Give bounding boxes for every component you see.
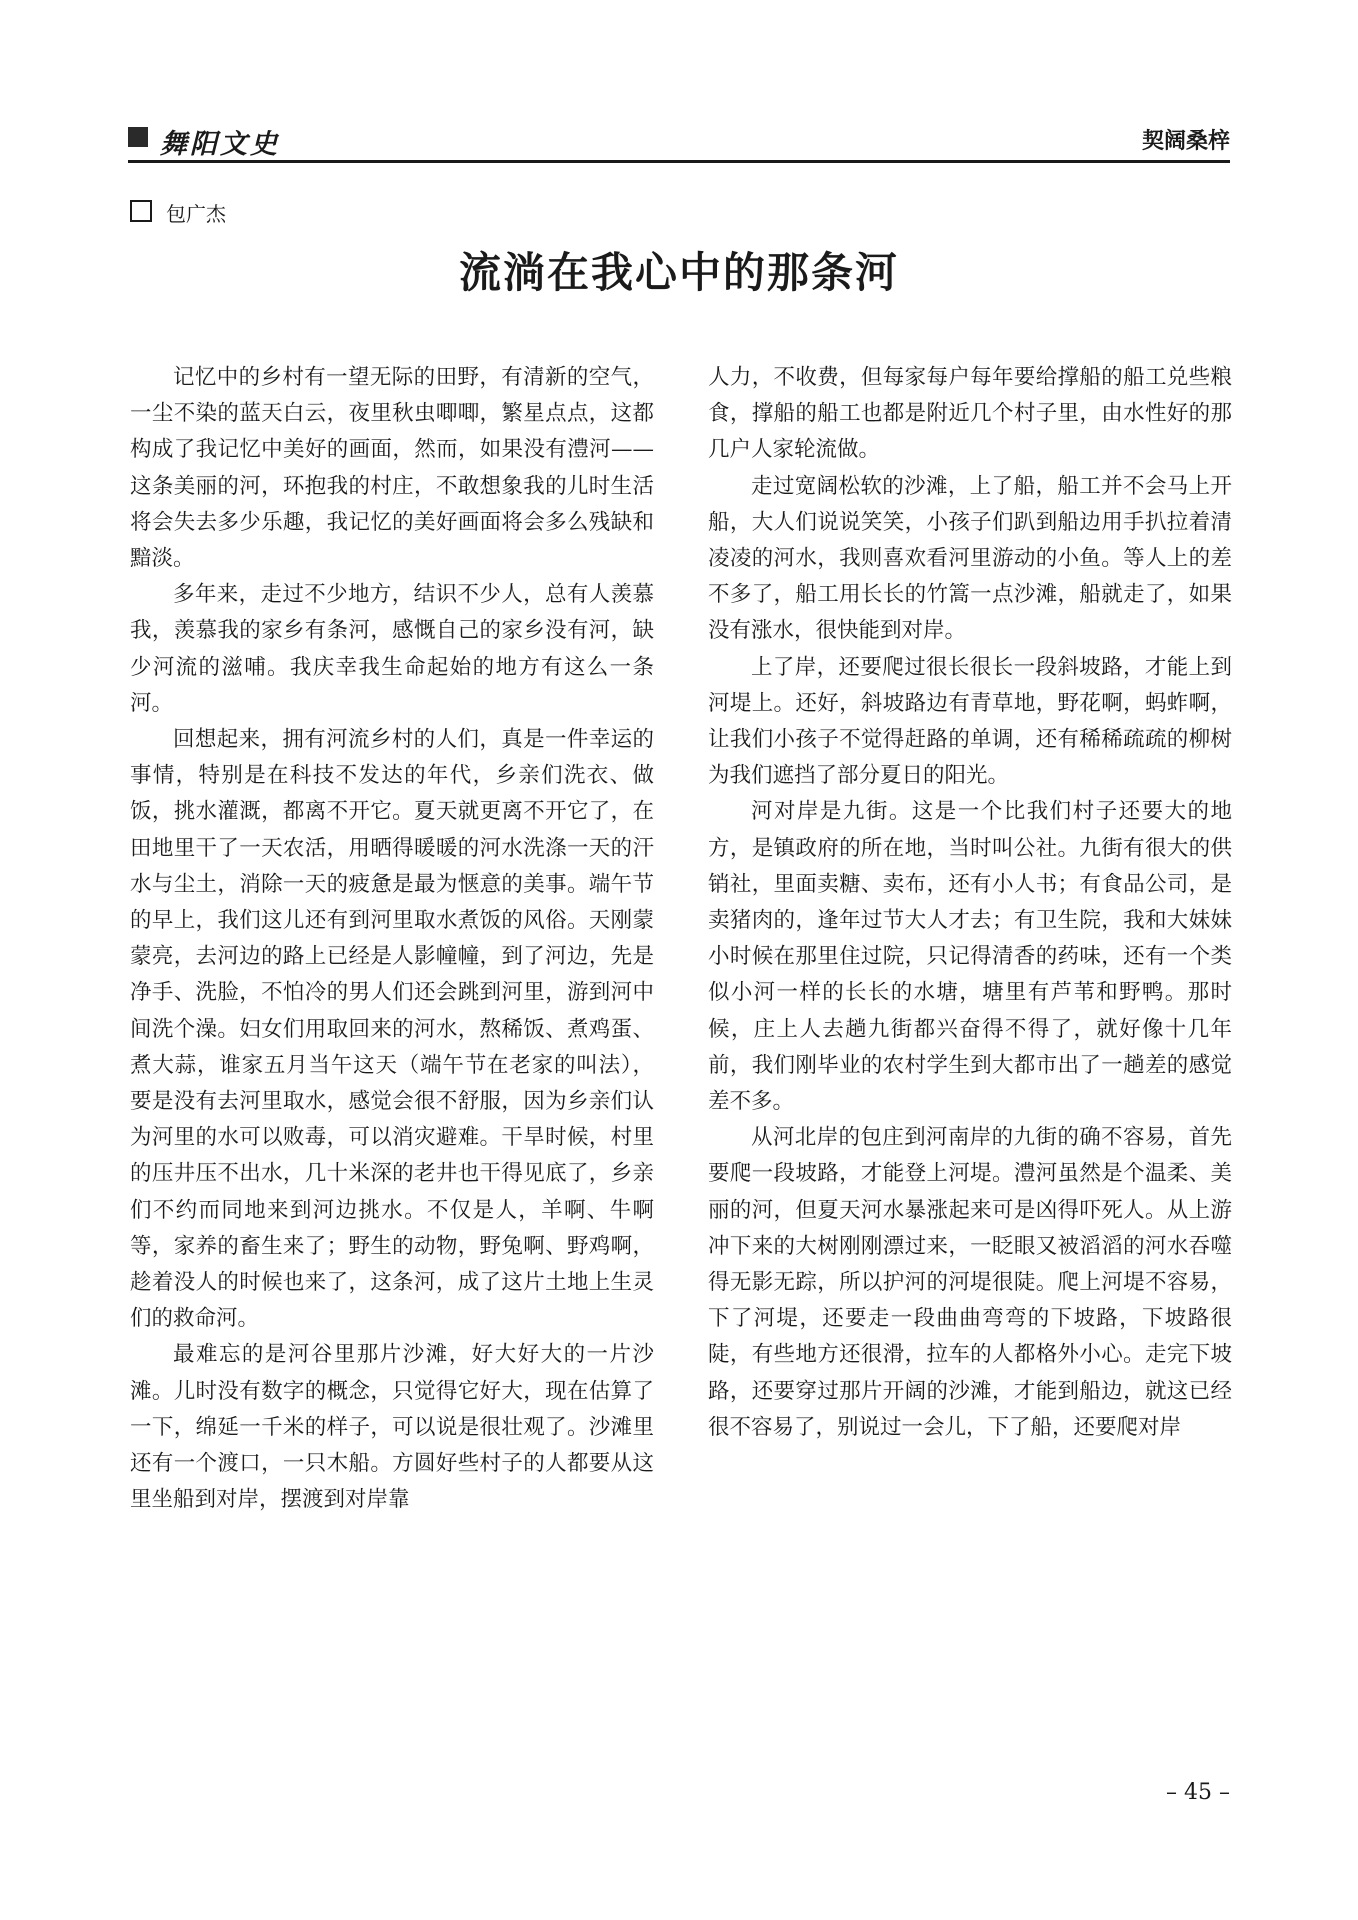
journal-title: 舞阳文史	[160, 129, 280, 160]
article-title: 流淌在我心中的那条河	[458, 248, 899, 297]
section-title: 契阔桑梓	[1141, 129, 1230, 154]
left-column	[130, 360, 654, 1519]
paragraph: 记忆中的乡村有一望无际的田野，有清新的空气，一尘不染的蓝天白云，夜里秋虫唧唧，繁星点点，这都构成了我记忆中美好的画面，然而，如果没有澧河——这条美丽的河，环抱我的村庄，不敢想象我的儿时生活将会失去多少乐趣，我记忆的美好画面将会多么残缺和黯淡。	[130, 365, 654, 572]
author-name: 包广杰	[166, 202, 226, 226]
right-column	[708, 360, 1232, 1446]
paragraph: 从河北岸的包庄到河南岸的九街的确不容易，首先要爬一段坡路，才能登上河堤。澧河虽然是个温柔、美丽的河，但夏天河水暴涨起来可是凶得吓死人。从上游冲下来的大树刚刚漂过来，一眨眼又被滔滔的河水吞噬得无影无踪，所以护河的河堤很陡。爬上河堤不容易，下了河堤，还要走一段曲曲弯弯的下坡路，下坡路很陡，有些地方还很滑，拉车的人都格外小心。走完下坡路，还要穿过那片开阔的沙滩，才能到船边，就这已经很不容易了，别说过一会儿，下了船，还要爬对岸	[708, 1125, 1232, 1440]
running-header	[128, 124, 1230, 164]
paragraph: 河对岸是九街。这是一个比我们村子还要大的地方，是镇政府的所在地，当时叫公社。九街有很大的供销社，里面卖糖、卖布，还有小人书；有食品公司，是卖猪肉的，逢年过节大人才去；有卫生院，我和大妹妹小时候在那里住过院，只记得清香的药味，还有一个类似小河一样的长长的水塘，塘里有芦苇和野鸭。那时候，庄上人去趟九街都兴奋得不得了，就好像十几年前，我们刚毕业的农村学生到大都市出了一趟差的感觉差不多。	[708, 799, 1232, 1115]
paragraph: 最难忘的是河谷里那片沙滩，好大好大的一片沙滩。儿时没有数字的概念，只觉得它好大，现在估算了一下，绵延一千米的样子，可以说是很壮观了。沙滩里还有一个渡口，一只木船。方圆好些村子的人都要从这里坐船到对岸，摆渡到对岸靠	[130, 1342, 654, 1513]
paragraph: 上了岸，还要爬过很长很长一段斜坡路，才能上到河堤上。还好，斜坡路边有青草地，野花啊，蚂蚱啊，让我们小孩子不觉得赶路的单调，还有稀稀疏疏的柳树为我们遮挡了部分夏日的阳光。	[708, 654, 1232, 789]
paragraph: 走过宽阔松软的沙滩，上了船，船工并不会马上开船，大人们说说笑笑，小孩子们趴到船边用手扒拉着清凌凌的河水，我则喜欢看河里游动的小鱼。等人上的差不多了，船工用长长的竹篙一点沙滩，船就走了，如果没有涨水，很快能到对岸。	[708, 473, 1232, 644]
paragraph: 回想起来，拥有河流乡村的人们，真是一件幸运的事情，特别是在科技不发达的年代，乡亲们洗衣、做饭，挑水灌溉，都离不开它。夏天就更离不开它了，在田地里干了一天农活，用晒得暖暖的河水洗涤一天的汗水与尘土，消除一天的疲惫是最为惬意的美事。端午节的早上，我们这儿还有到河里取水煮饭的风俗。天刚蒙蒙亮，去河边的路上已经是人影幢幢，到了河边，先是净手、洗脸，不怕冷的男人们还会跳到河里，游到河中间洗个澡。妇女们用取回来的河水，熬稀饭、煮鸡蛋、煮大蒜，谁家五月当午这天（端午节在老家的叫法），要是没有去河里取水，感觉会很不舒服，因为乡亲们认为河里的水可以败毒，可以消灾避难。干旱时候，村里的压井压不出水，几十米深的老井也干得见底了，乡亲们不约而同地来到河边挑水。不仅是人，羊啊、牛啊等，家养的畜生来了；野生的动物，野兔啊、野鸡啊，趁着没人的时候也来了，这条河，成了这片土地上生灵们的救命河。	[130, 727, 654, 1332]
paragraph: 多年来，走过不少地方，结识不少人，总有人羡慕我，羡慕我的家乡有条河，感慨自己的家乡没有河，缺少河流的滋哺。我庆幸我生命起始的地方有这么一条河。	[130, 582, 654, 716]
page-number: – 45 –	[1166, 1780, 1230, 1805]
paragraph-continuation: 人力，不收费，但每家每户每年要给撑船的船工兑些粮食，撑船的船工也都是附近几个村子里，由水性好的那几户人家轮流做。	[708, 365, 1232, 463]
header-square-mark	[128, 127, 148, 147]
byline-box-icon	[130, 200, 152, 222]
header-rule	[128, 160, 1230, 163]
